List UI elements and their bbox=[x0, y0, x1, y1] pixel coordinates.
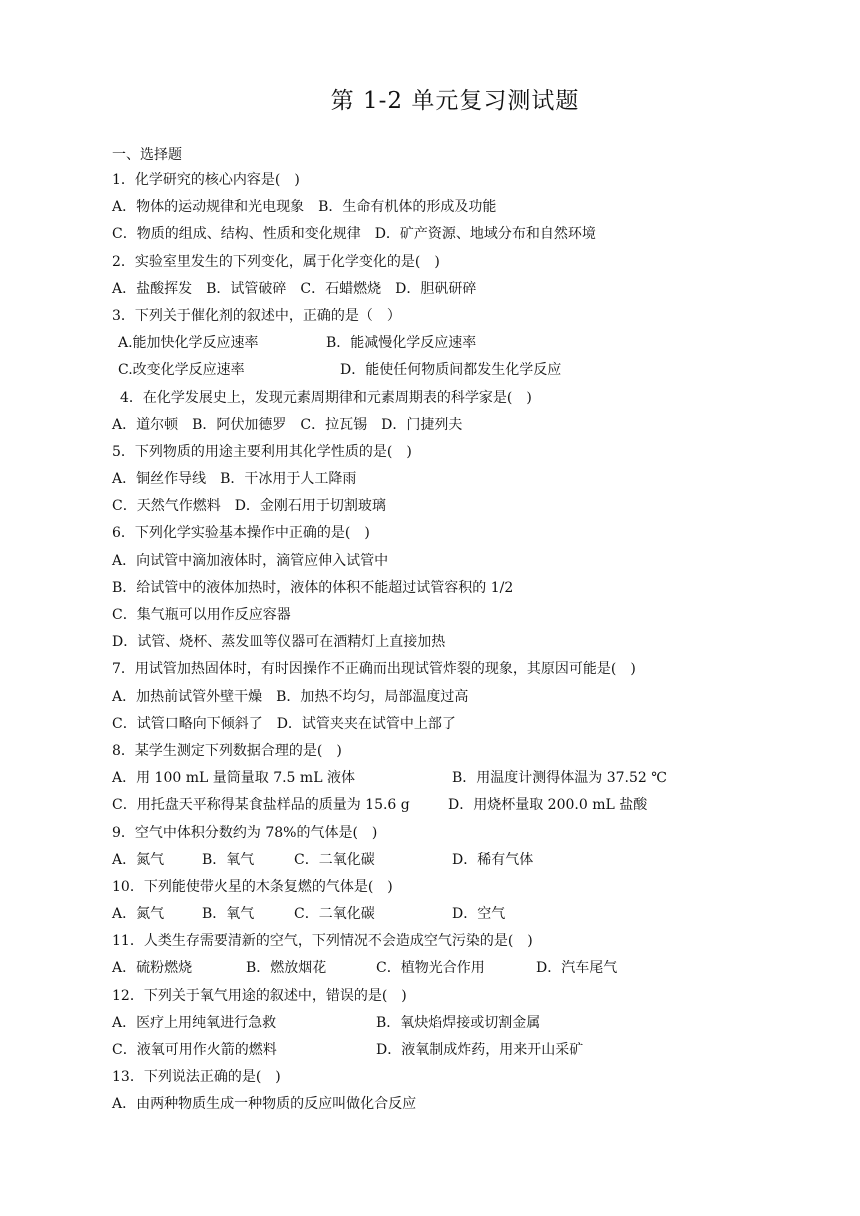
question-3-options-line-2 bbox=[112, 357, 812, 384]
question-5-stem: 5．下列物质的用途主要利用其化学性质的是( ) bbox=[112, 443, 412, 460]
question-8-option-b: B．用温度计测得体温为 37.52 ℃ bbox=[452, 770, 667, 787]
question-11-option-c: C．植物光合作用 bbox=[376, 960, 485, 977]
question-11-option-d: D．汽车尾气 bbox=[536, 960, 618, 977]
question-11-stem: 11．人类生存需要清新的空气，下列情况不会造成空气污染的是( ) bbox=[112, 933, 533, 950]
question-4-options: A．道尔顿 B．阿伏加德罗 C．拉瓦锡 D．门捷列夫 bbox=[112, 416, 463, 433]
question-12-option-d: D．液氧制成炸药，用来开山采矿 bbox=[376, 1042, 584, 1058]
question-13-option-a: A．由两种物质生成一种物质的反应叫做化合反应 bbox=[112, 1096, 417, 1113]
question-6-option-a: A．向试管中滴加液体时，滴管应伸入试管中 bbox=[112, 552, 389, 569]
question-8-options-line-2 bbox=[112, 792, 812, 819]
question-10-option-d: D．空气 bbox=[452, 906, 506, 923]
question-9-option-a: A．氮气 bbox=[112, 851, 165, 868]
question-7-options-line-1: A．加热前试管外壁干燥 B．加热不均匀，局部温度过高 bbox=[112, 688, 469, 705]
question-12-option-a: A．医疗上用纯氧进行急救 bbox=[112, 1014, 277, 1031]
question-10-options bbox=[112, 901, 812, 928]
question-12-option-c: C．液氧可用作火箭的燃料 bbox=[112, 1042, 277, 1058]
question-12-stem: 12．下列关于氧气用途的叙述中，错误的是( ) bbox=[112, 987, 407, 1004]
question-7-stem: 7．用试管加热固体时，有时因操作不正确而出现试管炸裂的现象，其原因可能是( ) bbox=[112, 661, 636, 678]
question-1-stem: 1．化学研究的核心内容是( ) bbox=[112, 172, 300, 188]
question-7-options-line-2: C．试管口略向下倾斜了 D．试管夹夹在试管中上部了 bbox=[112, 715, 456, 732]
question-8-stem: 8．某学生测定下列数据合理的是( ) bbox=[112, 742, 342, 759]
question-8-options-line-1 bbox=[112, 765, 812, 792]
question-4-stem: 4．在化学发展史上，发现元素周期律和元素周期表的科学家是( ) bbox=[120, 389, 532, 406]
question-12-option-b: B．氧炔焰焊接或切割金属 bbox=[376, 1014, 541, 1031]
question-6-option-d: D．试管、烧杯、蒸发皿等仪器可在酒精灯上直接加热 bbox=[112, 634, 446, 651]
question-2-options: A．盐酸挥发 B．试管破碎 C．石蜡燃烧 D．胆矾研碎 bbox=[112, 280, 477, 297]
question-10-stem: 10．下列能使带火星的木条复燃的气体是( ) bbox=[112, 878, 393, 895]
question-9-option-c: C．二氧化碳 bbox=[294, 851, 375, 868]
question-12-options-line-2 bbox=[112, 1037, 812, 1064]
question-1-options-line-1: A．物体的运动规律和光电现象 B．生命有机体的形成及功能 bbox=[112, 199, 497, 216]
question-6-option-b: B．给试管中的液体加热时，液体的体积不能超过试管容积的 1/2 bbox=[112, 579, 514, 596]
question-2-stem: 2．实验室里发生的下列变化，属于化学变化的是( ) bbox=[112, 253, 440, 270]
question-8-option-c: C．用托盘天平称得某食盐样品的质量为 15.6 g bbox=[112, 797, 410, 814]
question-8-option-d: D．用烧杯量取 200.0 mL 盐酸 bbox=[448, 797, 648, 814]
question-11-option-b: B．燃放烟花 bbox=[246, 960, 327, 977]
question-list bbox=[112, 167, 812, 1119]
question-3-option-a: A.能加快化学反应速率 bbox=[118, 335, 259, 352]
question-3-option-b: B．能减慢化学反应速率 bbox=[326, 335, 477, 352]
question-3-option-d: D．能使任何物质间都发生化学反应 bbox=[340, 362, 562, 379]
question-6-stem: 6．下列化学实验基本操作中正确的是( ) bbox=[112, 525, 370, 542]
question-3-options-line-1 bbox=[112, 330, 812, 357]
question-5-options-line-2: C．天然气作燃料 D．金刚石用于切割玻璃 bbox=[112, 498, 386, 515]
question-6-option-c: C．集气瓶可以用作反应容器 bbox=[112, 607, 291, 623]
question-10-option-c: C．二氧化碳 bbox=[294, 906, 375, 923]
question-9-options bbox=[112, 847, 812, 874]
question-11-options bbox=[112, 955, 812, 982]
question-9-option-d: D．稀有气体 bbox=[452, 851, 534, 868]
question-3-option-c: C.改变化学反应速率 bbox=[118, 362, 245, 379]
question-12-options-line-1 bbox=[112, 1010, 812, 1037]
question-10-option-b: B．氧气 bbox=[202, 906, 255, 923]
question-9-option-b: B．氧气 bbox=[202, 851, 255, 868]
page-title: 第 1-2 单元复习测试题 bbox=[330, 88, 580, 114]
question-13-stem: 13．下列说法正确的是( ) bbox=[112, 1069, 281, 1086]
question-5-options-line-1: A．铜丝作导线 B．干冰用于人工降雨 bbox=[112, 471, 357, 488]
question-3-stem: 3．下列关于催化剂的叙述中，正确的是（ ） bbox=[112, 307, 401, 324]
question-10-option-a: A．氮气 bbox=[112, 906, 165, 923]
question-11-option-a: A．硫粉燃烧 bbox=[112, 960, 193, 977]
question-1-options-line-2: C．物质的组成、结构、性质和变化规律 D．矿产资源、地域分布和自然环境 bbox=[112, 226, 596, 243]
section-heading: 一、选择题 bbox=[112, 147, 182, 163]
question-8-option-a: A．用 100 mL 量筒量取 7.5 mL 液体 bbox=[112, 770, 355, 787]
question-9-stem: 9．空气中体积分数约为 78%的气体是( ) bbox=[112, 824, 378, 841]
